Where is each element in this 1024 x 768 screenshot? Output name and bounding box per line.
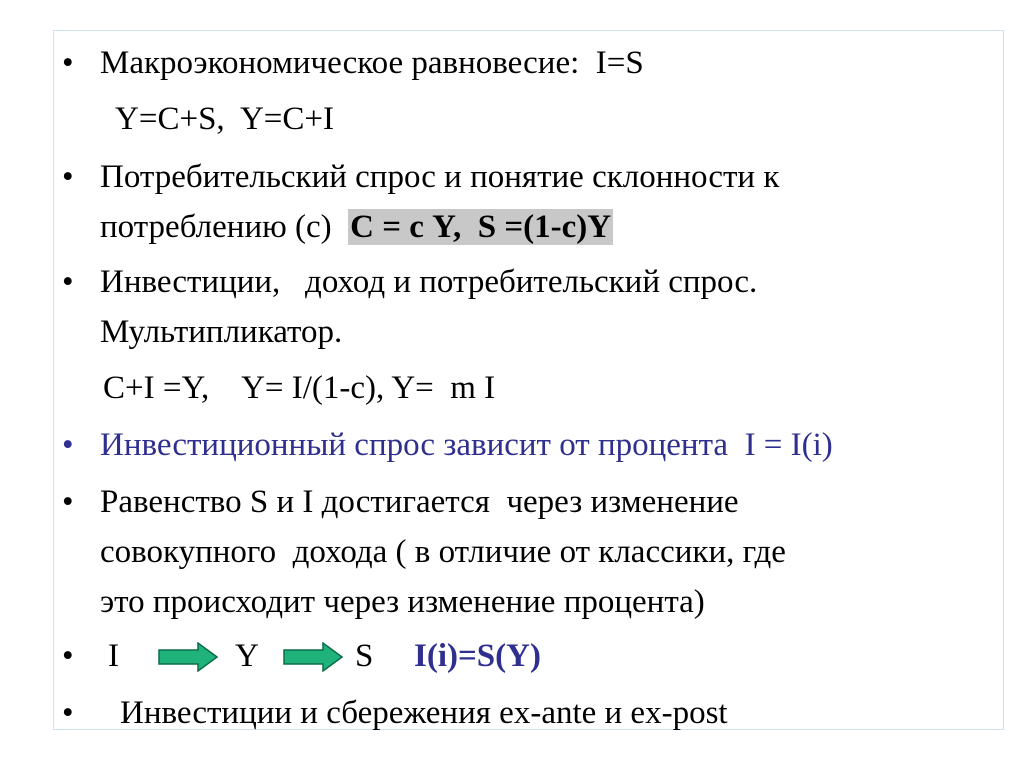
bullet-consumer-demand-cont [100,207,613,247]
flow-y: Y [235,638,259,674]
bullet-marker: • [62,159,74,195]
bullet-consumer-demand: Потребительский спрос и понятие склонности к [100,159,780,195]
right-arrow-icon [283,642,343,672]
bullet-marker: • [62,45,74,81]
flow-s: S [355,638,374,674]
bullet-macro-equilibrium: Макроэкономическое равновесие: I=S [100,45,644,81]
investment-savings-formula: I(i)=S(Y) [414,638,541,674]
bullet-marker: • [62,484,74,520]
bullet-ex-ante-ex-post: Инвестиции и сбережения ex-ante и ex-post [120,695,728,731]
right-arrow-icon [158,642,218,672]
flow-i: I [108,638,119,674]
bullet-equality-si-cont: совокупного дохода ( в отличие от классики, где [100,534,786,570]
equation-y-c-s: Y=C+S, Y=C+I [115,101,334,137]
multiplier-label: Мультипликатор. [100,314,343,350]
consumption-formula: C = с Y, S =(1-с)Y [350,209,612,245]
bullet-marker: • [62,638,74,674]
multiplier-formula: C+I =Y, Y= I/(1-с), Y= m I [103,370,496,406]
bullet-equality-si: Равенство S и I достигается через изменение [100,484,739,520]
propensity-text: потреблению (с) [100,209,332,245]
bullet-marker: • [62,264,74,300]
bullet-marker: • [62,427,74,463]
bullet-investment-demand: Инвестиционный спрос зависит от процента I = I(i) [100,427,833,463]
bullet-investment-income: Инвестиции, доход и потребительский спрос. [100,264,758,300]
bullet-marker: • [62,695,74,731]
bullet-equality-si-cont2: это происходит через изменение процента) [100,584,705,620]
